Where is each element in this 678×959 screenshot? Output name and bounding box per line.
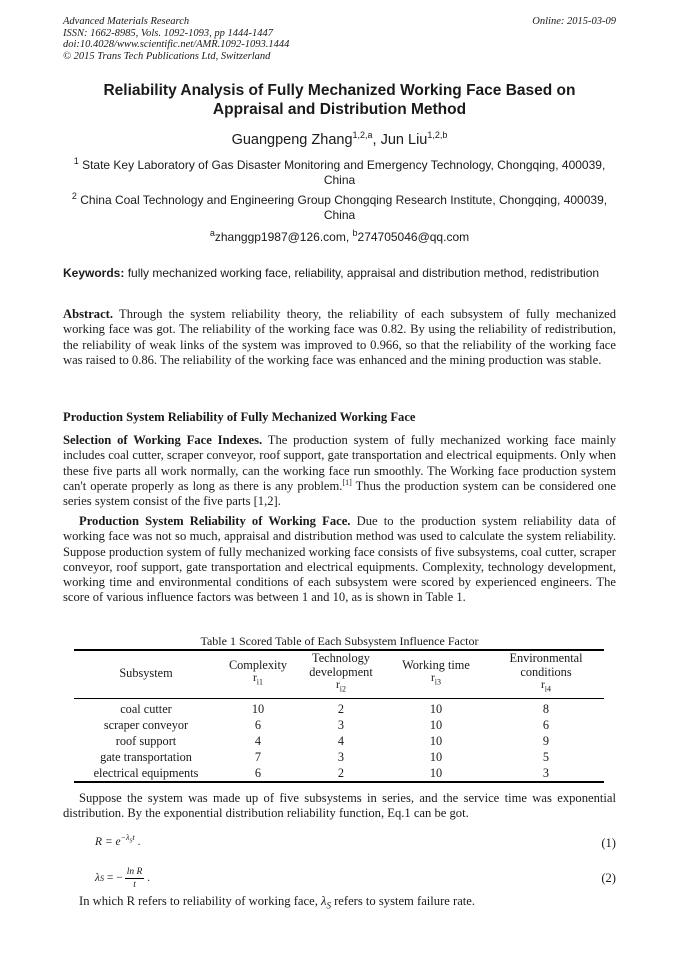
table-cell: gate transportation (100, 749, 192, 764)
citation-1: [1] (342, 477, 352, 487)
title-line-1: Reliability Analysis of Fully Mechanized Working Face Based on (103, 82, 576, 99)
paragraph-reliability (63, 514, 616, 606)
email-2-mark: b (352, 228, 358, 238)
equation-2-number: (2) (601, 871, 616, 885)
table-cell: 10 (429, 765, 443, 780)
section-heading: Production System Reliability of Fully Mechanized Working Face (63, 410, 416, 424)
email-line (63, 230, 616, 245)
abstract-label: Abstract. (63, 307, 114, 321)
table-row (74, 765, 604, 782)
equation-1-number: (1) (601, 836, 616, 850)
affiliation-2 (63, 193, 616, 223)
paragraph-series: Suppose the system was made up of five subsystems in series, and the service time was exponential distribution. By the exponential distribution reliability function, Eq.1 can be got. (63, 791, 616, 821)
table-cell: 10 (429, 701, 443, 716)
paper-title (63, 81, 616, 119)
affiliation-2-text: China Coal Technology and Engineering Group Chongqing Research Institute, Chongqing, 400039, China (80, 193, 608, 222)
table-cell: 4 (337, 733, 345, 748)
keywords-label: Keywords: (63, 266, 125, 280)
col-header-complexity: Complexity $r_{i1}$ (228, 657, 288, 687)
paragraph-reliability-text: Due to the production system reliability data of working face was not so much, appraisal and distribution method was used to calculate the system reliability. Suppose production system of fully mechanized working face consists of five subsystems, coal cutter, scraper conveyor, roof support, gate transportation and electrical equipments. Complexity, technology development, working time and environmental conditions of each subsystem were scored by experienced engineers. The score of various influence factors was between 1 and 10, as is shown in Table 1. (63, 514, 616, 605)
table-caption: Table 1 Scored Table of Each Subsystem Influence Factor (200, 634, 479, 648)
paragraph-indexes-text-2: Thus the production system can be considered one series system consist of the five parts [1,2]. (63, 478, 616, 509)
table-row (74, 717, 604, 733)
affiliation-1-text: State Key Laboratory of Gas Disaster Monitoring and Emergency Technology, Chongqing, 400039, China (82, 158, 606, 187)
table-cell: 10 (429, 749, 443, 764)
paragraph-reliability-label: Production System Reliability of Working Face. (79, 514, 351, 528)
author-list (63, 131, 616, 149)
table-cell: 6 (254, 717, 262, 732)
table-cell: 9 (542, 733, 550, 748)
journal-name: Advanced Materials Research (63, 16, 190, 27)
journal-header (63, 16, 616, 62)
col-header-working-time: Working time $r_{i3}$ (402, 657, 470, 687)
table-cell: 8 (542, 701, 550, 716)
equation-1: $R = e^{-\lambda_St}$ . (95, 833, 141, 848)
keywords (63, 266, 616, 281)
table-cell: 2 (337, 765, 345, 780)
table-row (74, 749, 604, 765)
abstract-text: Through the system reliability theory, the reliability of each subsystem of fully mechanized working face was got. The reliability of the working face was 0.82. By using the reliability of redistribution, the reliability of weak links of the system was improved to 0.966, so that the reliability of the working face was raised to 0.86. The reliability of the working face was enhanced and the mining production was stable. (63, 307, 616, 367)
online-date: Online: 2015-03-09 (532, 16, 616, 27)
scored-table (74, 649, 604, 783)
table-header-row (74, 650, 604, 698)
table-cell: 10 (251, 701, 265, 716)
table-row (74, 733, 604, 749)
affiliation-1 (63, 158, 616, 188)
table-cell: 2 (337, 701, 345, 716)
table-cell: 7 (254, 749, 262, 764)
table-cell: 3 (337, 749, 345, 764)
issn-line: ISSN: 1662-8985, Vols. 1092-1093, pp 1444-1447 (63, 27, 273, 39)
table-cell: scraper conveyor (103, 717, 189, 732)
title-line-2: Appraisal and Distribution Method (212, 101, 467, 118)
table-cell: 4 (254, 733, 262, 748)
copyright-line: © 2015 Trans Tech Publications Ltd, Switzerland (63, 50, 271, 62)
doi-line: doi:10.4028/www.scientific.net/AMR.1092-1093.1444 (63, 39, 290, 50)
col-header-technology: Technology development $r_{i2}$ (309, 651, 373, 694)
affiliation-1-mark: 1 (73, 156, 79, 166)
author-1: Guangpeng Zhang (231, 132, 353, 148)
abstract (63, 307, 616, 368)
author-2-affil: 1,2,b (427, 130, 448, 141)
author-1-affil: 1,2,a (352, 130, 373, 141)
col-header-subsystem: Subsystem (119, 666, 173, 681)
table-cell: 10 (429, 733, 443, 748)
equation-2-fraction: $\frac{\text{ln R}}{t}$ (126, 867, 143, 890)
author-2: Jun Liu (380, 132, 428, 148)
email-1-mark: a (209, 228, 215, 238)
paragraph-indexes-text: The production system of fully mechanized working face mainly includes coal cutter, scraper conveyor, roof support, gate transportation and electrical equipments. Only when these five parts all work normally, can the working face run smoothly. The Working face production system can't operate properly as long as there is any problem. (63, 433, 616, 493)
table-cell: 10 (429, 717, 443, 732)
table-cell: coal cutter (120, 701, 172, 716)
table-cell: 6 (254, 765, 262, 780)
table-cell: roof support (115, 733, 177, 748)
paragraph-indexes-label: Selection of Working Face Indexes. (63, 433, 263, 447)
table-cell: 3 (542, 765, 550, 780)
table-cell: 6 (542, 717, 550, 732)
equation-2: λS = − $\frac{\text{ln R}}{t}$ . (95, 867, 151, 890)
table-row (74, 698, 604, 717)
email-1: zhanggp1987@126.com, (214, 230, 353, 244)
paragraph-indexes (63, 433, 616, 509)
table-cell: 5 (542, 749, 550, 764)
email-2: 274705046@qq.com (357, 230, 470, 244)
paragraph-definitions: In which R refers to reliability of working face, $\lambda_S$ refers to system failure rate. (79, 894, 476, 911)
table-cell: 3 (337, 717, 345, 732)
author-separator: , (372, 132, 381, 148)
keywords-text: fully mechanized working face, reliability, appraisal and distribution method, redistribution (124, 266, 600, 280)
affiliation-2-mark: 2 (71, 191, 77, 201)
table-cell: electrical equipments (93, 765, 199, 780)
col-header-environmental: Environmental conditions $r_{i4}$ (509, 651, 583, 694)
